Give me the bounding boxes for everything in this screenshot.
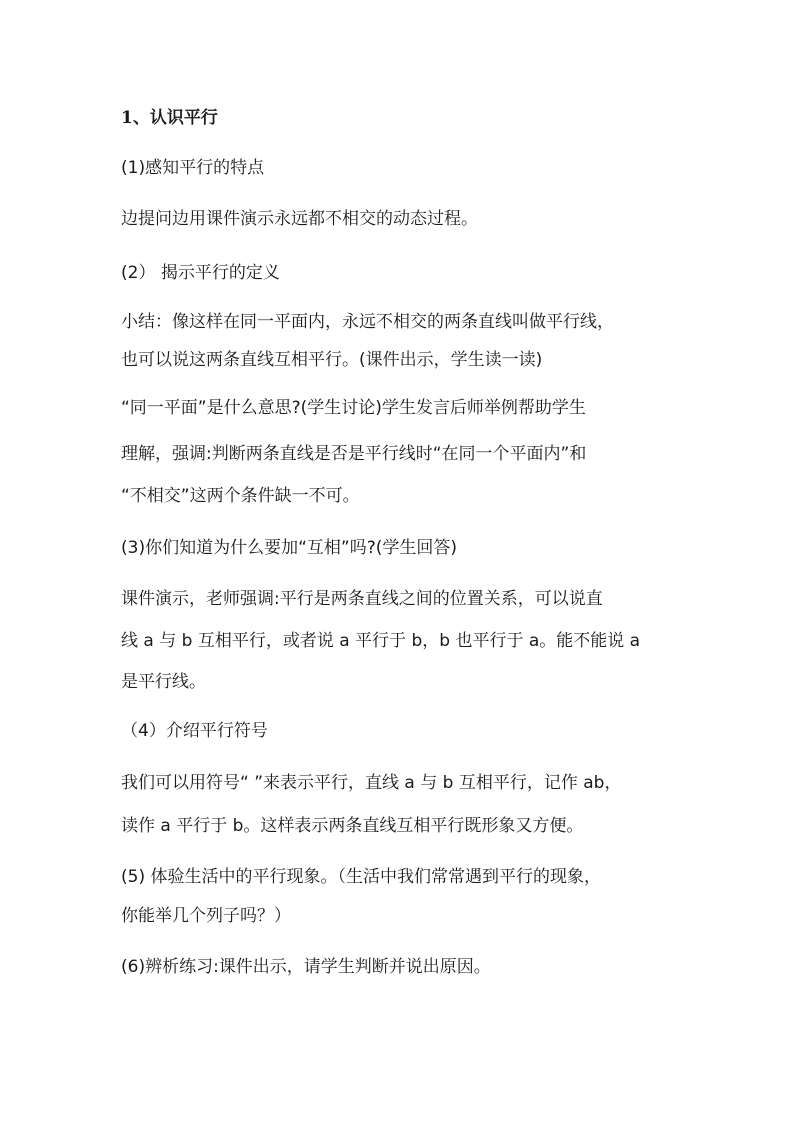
paragraph-line: 课件演示，老师强调:平行是两条直线之间的位置关系，可以说直 — [121, 589, 603, 609]
paragraph-line: “同一平面”是什么意思?(学生讨论)学生发言后师举例帮助学生 — [121, 398, 586, 418]
subheading-3: (3)你们知道为什么要加“互相”吗?(学生回答) — [121, 538, 457, 558]
paragraph-line: 我们可以用符号“ ”来表示平行，直线 a 与 b 互相平行，记作 ab， — [121, 773, 622, 793]
subheading-5: (5) 体验生活中的平行现象。（生活中我们常常遇到平行的现象， — [121, 867, 601, 887]
subheading-1: (1)感知平行的特点 — [121, 158, 265, 178]
paragraph-line: 边提问边用课件演示永远都不相交的动态过程。 — [121, 209, 478, 229]
paragraph-line: 是平行线。 — [121, 672, 206, 692]
paragraph-line: 你能举几个列子吗？） — [121, 906, 291, 926]
paragraph-line: 线 a 与 b 互相平行，或者说 a 平行于 b，b 也平行于 a。能不能说 a — [121, 631, 641, 651]
section-heading: 1、认识平行 — [121, 108, 218, 128]
paragraph-line: “不相交”这两个条件缺一不可。 — [121, 486, 360, 506]
subheading-4: （4）介绍平行符号 — [121, 721, 268, 741]
paragraph-line: 读作 a 平行于 b。这样表示两条直线互相平行既形象又方便。 — [121, 816, 584, 836]
paragraph-line: 理解，强调:判断两条直线是否是平行线时“在同一个平面内”和 — [121, 444, 587, 464]
paragraph-line: 也可以说这两条直线互相平行。(课件出示，学生读一读) — [121, 350, 543, 370]
subheading-2: (2） 揭示平行的定义 — [121, 263, 280, 283]
subheading-6: (6)辨析练习:课件出示，请学生判断并说出原因。 — [121, 957, 491, 977]
paragraph-line: 小结：像这样在同一平面内，永远不相交的两条直线叫做平行线， — [121, 312, 614, 332]
